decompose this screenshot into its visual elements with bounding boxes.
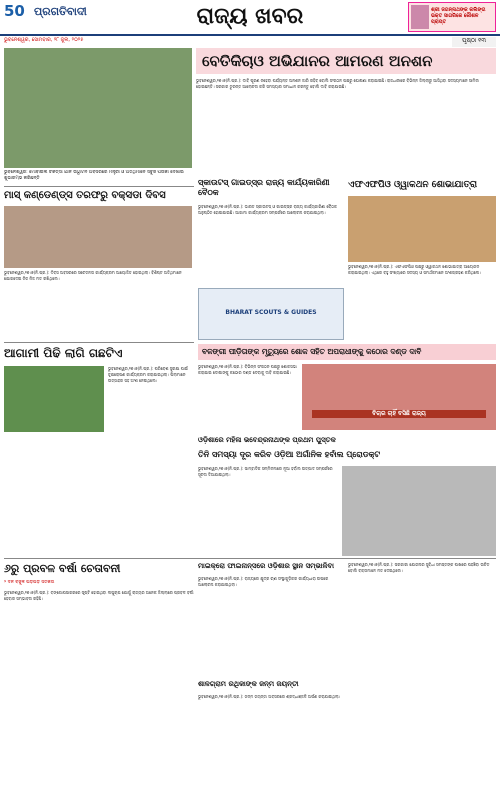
masbandh-body: ଭୁବନେଶ୍ୱର,୨୭।୭(ନି.ପ୍ର.): ଦିବସ ଅବସରରେ ସଚେତନତା କାର୍ଯ୍ୟକ୍ରମ ଆୟୋଜିତ ହୋଇଥିଲା। ବିଶିଷ୍ଟ ଅତିଥିମାନେ ଯୋଗଦେଇ ନିଜ ନିଜ ମତ ରଖିଥିଲେ। <box>4 270 182 281</box>
logo-name: ପ୍ରଗତିବାଦୀ <box>34 5 87 18</box>
boundary-body: ଭୁବନେଶ୍ୱର,୨୭।୭(ନି.ପ୍ର.): ରାଜ୍ୟରେ କ୍ଷୁଦ୍ର ଋଣ ସଂସ୍ଥାଗୁଡ଼ିକର କାର୍ଯ୍ୟଧାରା ଉପରେ ଆଲୋଚନା କରାଯାଇଥିଲା। <box>198 576 329 587</box>
barsha-headline: ୬ରୁ ପ୍ରବଳ ବର୍ଷା ଚେତାବନୀ <box>4 562 121 575</box>
shoka-photo <box>302 364 496 430</box>
karyakarini-headline: ସ୍କାଉଟସ୍ ଗାଇଡ୍‌ସ୍‌ର ରାଜ୍ୟ କାର୍ଯ୍ୟକାରିଣୀ ବୈଠକ <box>198 178 330 197</box>
jima-body: ଭୁବନେଶ୍ୱର,୨୭।୭(ନି.ପ୍ର.): ସାମ୍ବାଦିକ ସମ୍ମିଳନୀରେ ନୂଆ ହର୍ବାଲ ଉତ୍ପାଦ ସମ୍ପର୍କରେ ସୂଚନା ଦିଆଯାଇଥିଲା। <box>198 466 333 477</box>
page-label: ପୃଷ୍ଠା ୧୩ <box>452 37 496 47</box>
masbandh-headline: ମାସ୍ କଣ୍ଡେଣ୍ଡ୍‌ସ ତରଫରୁ ବକ୍ସଡା ଦିବସ <box>4 190 166 201</box>
promo-thumbnail <box>411 5 429 29</box>
efp-headline: ଏଫଏଫପିଓ ଓ୍ୱାକଥନ ଶୋଭାଯାତ୍ରା <box>348 180 478 190</box>
divider <box>4 342 194 343</box>
anshan-body: ଭୁବନେଶ୍ୱର,୨୭।୭(ନି.ପ୍ର.): ଦାବି ପୂରଣ ନହେବା ପର୍ଯ୍ୟନ୍ତ ଅନଶନ ଜାରି ରହିବ ବୋଲି ସଂଗଠନ ପକ୍ଷରୁ ଘୋଷଣା କରାଯାଇଛି। ରାଜଧାନୀରେ ବିଭିନ୍ନ ଜିଲ୍ଲାରୁ ଆସିଥିବା ସଦସ୍ୟମାନେ ସାମିଲ ହୋଇଛନ୍ତି। ସରକାର ତୁରନ୍ତ ଆଲୋଚନା କରି ସମସ୍ୟାର ସମାଧାନ କରନ୍ତୁ ବୋଲି ଦାବି କରାଯାଇଛି। <box>196 78 479 89</box>
masthead-rule <box>0 34 500 36</box>
shoka-body: ଭୁବନେଶ୍ୱର,୨୭।୭(ନି.ପ୍ର.): ବିଭିନ୍ନ ସଂଗଠନ ପକ୍ଷରୁ ଶୋକସଭା କରାଯାଇ ଦୋଷୀଙ୍କୁ କଠୋର ଦଣ୍ଡ ଦେବାକୁ ଦାବି କରାଯାଇଛି। <box>198 364 297 375</box>
promo-text: ଶ୍ରୀ ଜଗନ୍ନାଥଙ୍କ କଲିଙ୍ଗ ଭକ୍ତ ସାଗରିକେ କୌଶଳ ପ୍ରାପ୍ତ <box>431 7 486 25</box>
shilpa-body: ଭୁବନେଶ୍ୱର,୨୭।୭(ନି.ପ୍ର.): ଜନ୍ମ ଜୟନ୍ତୀ ଅବସରରେ ଶ୍ରଦ୍ଧାଞ୍ଜଳି ଅର୍ପଣ କରାଯାଇଥିଲା। <box>198 694 341 699</box>
dateline: ଭୁବନେଶ୍ୱର, ସୋମବାର, ୨୮ ଜୁଲ, ୨୦୨୫ <box>4 37 84 43</box>
karyakarini-body: ଭୁବନେଶ୍ୱର,୨୭।୭(ନି.ପ୍ର.): ଭାରତ ସ୍କାଉଟସ୍ ଓ ଗାଇଡ୍‌ସ୍‌ର ରାଜ୍ୟ କାର୍ଯ୍ୟକାରିଣୀ ବୈଠକ ଅନୁଷ୍ଠିତ ହୋଇଯାଇଛି। ଆଗାମୀ କାର୍ଯ୍ୟକ୍ରମ ସମ୍ପର୍କରେ ଆଲୋଚନା କରାଯାଇଥିଲା। <box>198 204 337 215</box>
scouts-banner-text: BHARAT SCOUTS & GUIDES <box>225 309 317 316</box>
agami-photo <box>4 366 104 432</box>
anshan-headline: ବେତିକିଚାଓ ଅଭିଯାନର ଆମରଣ ଅନଶନ <box>202 52 433 70</box>
top-photo <box>4 48 192 168</box>
logo-number: 50 <box>4 2 25 20</box>
odisha-headline: ଓଡ଼ିଶାରେ ମହିଳା ଭବେନ୍ଦ୍ରନାଥଙ୍କ ପ୍ରଥମ ପୁସ୍ତକ <box>198 436 336 444</box>
anshan-headline-bar <box>196 48 496 74</box>
newspaper-logo <box>4 2 154 24</box>
scouts-banner <box>198 288 344 340</box>
shoka-banner-text: ବିଚାର ଚାହିଁ ବସିଛି ରାଜ୍ୟ <box>312 410 486 418</box>
barsha-body: ଭୁବନେଶ୍ୱର,୨୭।୭(ନି.ପ୍ର.): ବଙ୍ଗୋପସାଗରରେ ସୃଷ୍ଟି ହୋଇଥିବା ଲଘୁଚାପ ଯୋଗୁଁ ରାଜ୍ୟର ଅନେକ ଜିଲ୍ଲାରେ ପ୍ରବଳ ବର୍ଷା ହେବାର ସମ୍ଭାବନା ରହିଛି। <box>4 590 194 601</box>
section-title: ରାଜ୍ୟ ଖବର <box>196 4 304 29</box>
agami-body: ଭୁବନେଶ୍ୱର,୨୭।୭(ନି.ପ୍ର.): ପରିବେଶ ସୁରକ୍ଷା ପାଇଁ ବୃକ୍ଷରୋପଣ କାର୍ଯ୍ୟକ୍ରମ କରାଯାଇଥିଲା। ପିଲାମାନେ ଉତ୍ସାହର ସହ ଅଂଶ ନେଇଥିଲେ। <box>108 366 188 383</box>
jima-headline: ତିନି ସମସ୍ୟା ଦୂର କରିବ ଓଡ଼ିଆ ଅର୍ଗାନିକ ହର୍ବାଲ ପ୍ରୋଡକ୍ଟ <box>198 450 381 459</box>
boundary-headline: ମାଇକ୍ରୋ ଫାଇନାନ୍ସରେ ଓଡ଼ିଶାର ସ୍ଥାନ ସମ୍ଭାଳିବା <box>198 562 334 570</box>
divider <box>4 186 194 187</box>
top-photo-caption: ଭୁବନେଶ୍ୱର: ମୋବାଇଲ ଚିକିତ୍ସା ଯାନ ଉଦ୍ଘାଟନ ଅବସରରେ ମନ୍ତ୍ରୀ ଓ ଅତିଥିମାନେ ସବୁଜ ପତାକା ଦେଖାଇ ଶୁଭାରମ୍ଭ କରିଛନ୍ତି <box>4 170 184 181</box>
masbandh-photo <box>4 206 192 268</box>
efp-photo <box>348 196 496 262</box>
efp-body: ଭୁବନେଶ୍ୱର,୨୭।୭(ନି.ପ୍ର.): ଏଫଏଫପିଓ ପକ୍ଷରୁ ଓ୍ୱାକଥନ ଶୋଭାଯାତ୍ରା ଆୟୋଜନ କରାଯାଇଥିଲା। ଏଥିରେ ବହୁ ସଂଖ୍ୟାରେ ସଦସ୍ୟ ଓ ସମର୍ଥକମାନେ ଅଂଶଗ୍ରହଣ କରିଥିଲେ। <box>348 264 482 275</box>
promo-box[interactable] <box>408 2 496 32</box>
shilpa-headline: ଶାଳଗ୍ରାମ ରଥିକାଙ୍କ ଜନ୍ମ ଜୟନ୍ତୀ <box>198 680 299 688</box>
jima-photo <box>342 466 496 556</box>
shoka-headline-bar <box>198 344 496 360</box>
right-column-body: ଭୁବନେଶ୍ୱର,୨୭।୭(ନି.ପ୍ର.): ସରକାରୀ ଯୋଜନାର ସୁବିଧା ସମସ୍ତଙ୍କ ପାଖରେ ପହଞ୍ଚିବା ଉଚିତ ବୋଲି ବକ୍ତାମାନେ ମତ ଦେଇଥିଲେ। <box>348 562 490 573</box>
divider <box>4 558 496 559</box>
shoka-headline: ବଳଙ୍ଗୀ ପୀଡ଼ିତାଙ୍କ ମୃତ୍ୟୁରେ ଶୋକ ସହିତ ଅପରାଧୀଙ୍କୁ କଠୋର ଦଣ୍ଡ ଦାବି <box>202 347 422 356</box>
agami-headline: ଆଗାମୀ ପିଢି ଲାଗି ଗଛଟିଏ <box>4 346 123 360</box>
barsha-subheadline: ୨ ଦିନ ବିଜୁଳି ଘଡ଼ଘଡ଼ି ସତର୍କତା <box>4 580 55 585</box>
